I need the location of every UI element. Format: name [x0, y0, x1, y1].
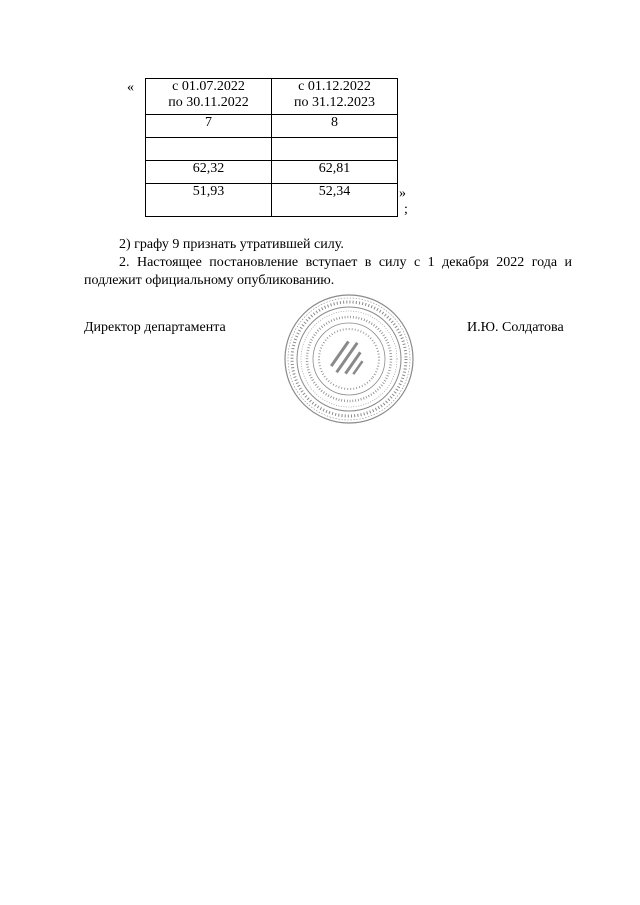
table-header-row — [146, 79, 398, 115]
empty-row — [146, 138, 398, 161]
table-row — [146, 184, 398, 217]
period-header-cell — [272, 79, 398, 115]
paragraph-item-2: 2) графу 9 признать утратившей силу. — [119, 237, 344, 252]
table-cell — [146, 138, 272, 161]
signatory-position: Директор департамента — [84, 320, 226, 335]
period-start: с 01.07.2022 — [172, 79, 245, 94]
trailing-semicolon: ; — [404, 202, 408, 217]
tariff-amendment-table — [145, 78, 398, 217]
tariff-value-cell: 62,32 — [146, 161, 272, 184]
official-stamp-seal-icon — [283, 293, 415, 425]
period-end: по 30.11.2022 — [168, 95, 249, 110]
column-number-row — [146, 115, 398, 138]
opening-quote: « — [127, 80, 134, 95]
tariff-value-cell: 62,81 — [272, 161, 398, 184]
table-cell — [272, 138, 398, 161]
period-header-cell — [146, 79, 272, 115]
signatory-name: И.Ю. Солдатова — [467, 320, 564, 335]
column-number-cell: 8 — [272, 115, 398, 138]
table-row — [146, 161, 398, 184]
period-start: с 01.12.2022 — [298, 79, 371, 94]
tariff-value-cell: 52,34 — [272, 184, 398, 217]
period-end: по 31.12.2023 — [294, 95, 375, 110]
paragraph-effective-date: 2. Настоящее постановление вступает в силу с 1 декабря 2022 года и подлежит официальному опубликованию. — [84, 255, 572, 288]
column-number-cell: 7 — [146, 115, 272, 138]
closing-quote: » — [399, 186, 406, 201]
tariff-value-cell: 51,93 — [146, 184, 272, 217]
